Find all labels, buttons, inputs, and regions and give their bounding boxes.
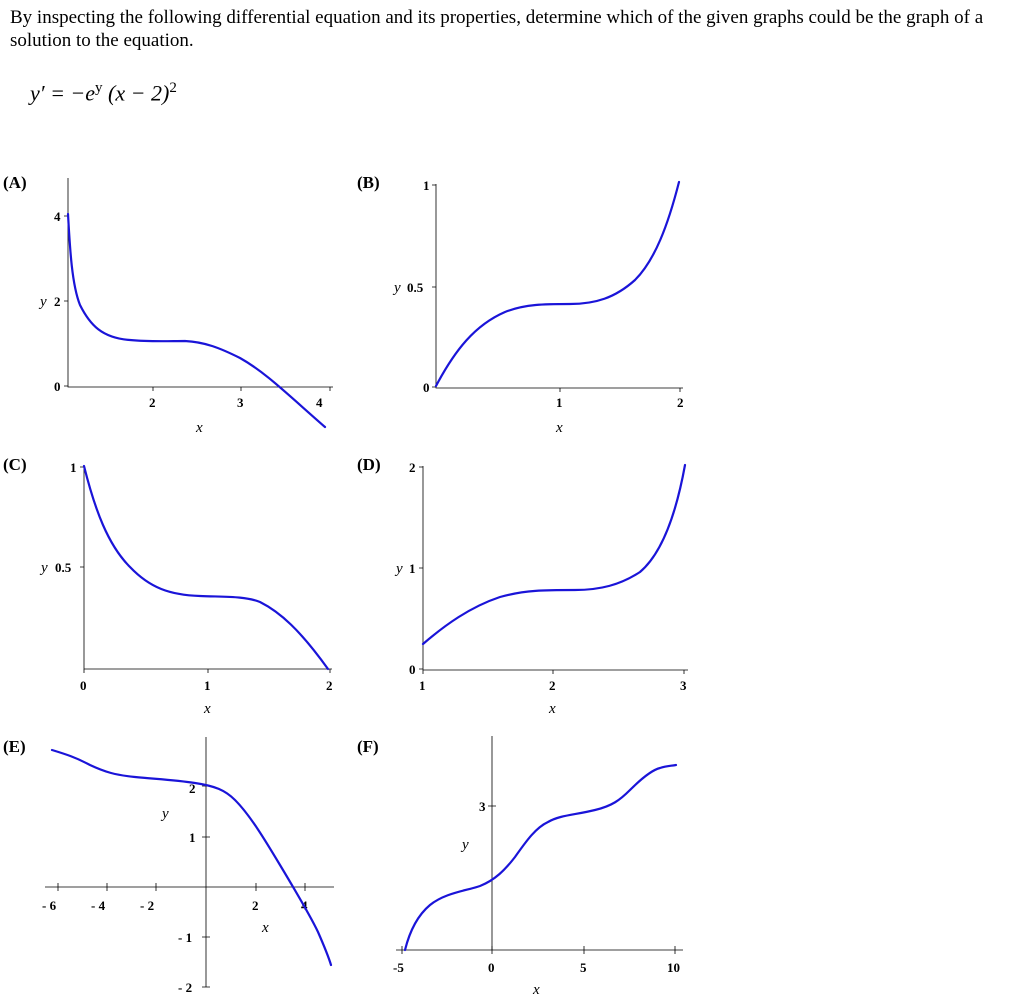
graph-c-xtick: 0 xyxy=(80,678,87,693)
graph-d-axes xyxy=(423,466,688,670)
graph-e-ticks xyxy=(58,786,305,987)
graph-c-xtick: 1 xyxy=(204,678,211,693)
graph-f-xtick: 10 xyxy=(667,960,680,975)
graph-b-ticks xyxy=(432,185,680,392)
graph-e-xlabel: x xyxy=(262,920,269,936)
graph-f-label: (F) xyxy=(357,737,379,756)
graph-f-xtick: 0 xyxy=(488,960,495,975)
graph-d-ytick: 1 xyxy=(409,561,416,576)
graph-e-xtick: - 4 xyxy=(91,898,106,913)
graph-b-ytick: 0.5 xyxy=(407,280,424,295)
graph-c-ylabel: y xyxy=(41,560,48,576)
graph-d-label: (D) xyxy=(357,455,381,474)
graph-b[interactable] xyxy=(357,173,684,436)
graph-e-xtick: - 2 xyxy=(140,898,155,913)
graph-e-ylabel: y xyxy=(162,806,169,822)
graph-d-ylabel: y xyxy=(396,561,403,577)
graph-f-xtick: 5 xyxy=(580,960,587,975)
graph-a-xlabel: x xyxy=(196,420,203,436)
graph-c-axes xyxy=(84,466,332,669)
graph-b-ytick: 0 xyxy=(423,380,430,395)
graph-a-ylabel: y xyxy=(40,294,47,310)
question-prompt: By inspecting the following differential equation and its properties, determine which of the given graphs could be the graph of a solution to the equation. xyxy=(10,7,984,51)
graph-c-ticks xyxy=(80,467,330,673)
graph-f-xtick: -5 xyxy=(393,960,404,975)
graph-f-xlabel: x xyxy=(533,982,540,998)
graph-a-label: (A) xyxy=(3,173,27,192)
equation-exponent: y xyxy=(95,80,103,96)
graph-d-ytick: 0 xyxy=(409,662,416,677)
graph-b-ytick: 1 xyxy=(423,178,430,193)
graph-b-xlabel: x xyxy=(556,420,563,436)
graph-f-ytick: 3 xyxy=(479,799,486,814)
graph-a[interactable] xyxy=(3,173,333,436)
graph-a-ytick: 4 xyxy=(54,209,61,224)
graph-b-xtick: 2 xyxy=(677,395,684,410)
graph-c-xlabel: x xyxy=(204,701,211,717)
graph-e-ytick: - 2 xyxy=(178,980,193,995)
graph-d-xtick: 1 xyxy=(419,678,426,693)
graph-a-curve xyxy=(68,214,325,427)
graph-d-xtick: 2 xyxy=(549,678,556,693)
graph-c-xtick: 2 xyxy=(326,678,333,693)
graph-b-xtick: 1 xyxy=(556,395,563,410)
graph-e-xtick: 2 xyxy=(252,898,259,913)
graph-e[interactable] xyxy=(3,737,334,995)
graph-a-xtick: 3 xyxy=(237,395,244,410)
graph-d[interactable] xyxy=(357,455,688,717)
graph-d-xtick: 3 xyxy=(680,678,687,693)
graph-c-ytick: 0.5 xyxy=(55,560,72,575)
graph-b-ylabel: y xyxy=(394,280,401,296)
graph-a-xtick: 2 xyxy=(149,395,156,410)
graph-a-axes xyxy=(68,178,333,387)
graph-e-xtick: 4 xyxy=(301,898,308,913)
graph-e-ytick: 1 xyxy=(189,830,196,845)
graph-d-ticks xyxy=(419,467,684,674)
graph-b-axes xyxy=(436,184,683,388)
graph-e-ytick: 2 xyxy=(189,781,196,796)
graph-d-xlabel: x xyxy=(549,701,556,717)
graph-b-curve xyxy=(436,182,679,386)
graph-c-ytick: 1 xyxy=(70,460,77,475)
graph-a-xtick: 4 xyxy=(316,395,323,410)
equation-lhs: y′ = −e xyxy=(30,80,96,106)
graph-f-ylabel: y xyxy=(462,837,469,853)
graph-a-ytick: 2 xyxy=(54,294,61,309)
graph-c[interactable] xyxy=(3,455,333,717)
graph-a-ytick: 0 xyxy=(54,379,61,394)
graph-d-curve xyxy=(423,465,685,644)
graph-e-xtick: - 6 xyxy=(42,898,57,913)
equation-power: 2 xyxy=(169,80,177,96)
graph-e-label: (E) xyxy=(3,737,26,756)
graph-f-axes xyxy=(396,736,683,950)
graph-f-curve xyxy=(405,765,676,950)
graph-b-label: (B) xyxy=(357,173,380,192)
graph-c-label: (C) xyxy=(3,455,27,474)
equation-rhs: (x − 2) xyxy=(102,80,170,106)
graph-e-axes xyxy=(45,737,334,987)
graph-d-ytick: 2 xyxy=(409,460,416,475)
graph-f[interactable] xyxy=(357,736,683,998)
graph-a-ticks xyxy=(64,216,330,391)
graph-c-curve xyxy=(84,466,328,669)
graph-e-ytick: - 1 xyxy=(178,930,193,945)
